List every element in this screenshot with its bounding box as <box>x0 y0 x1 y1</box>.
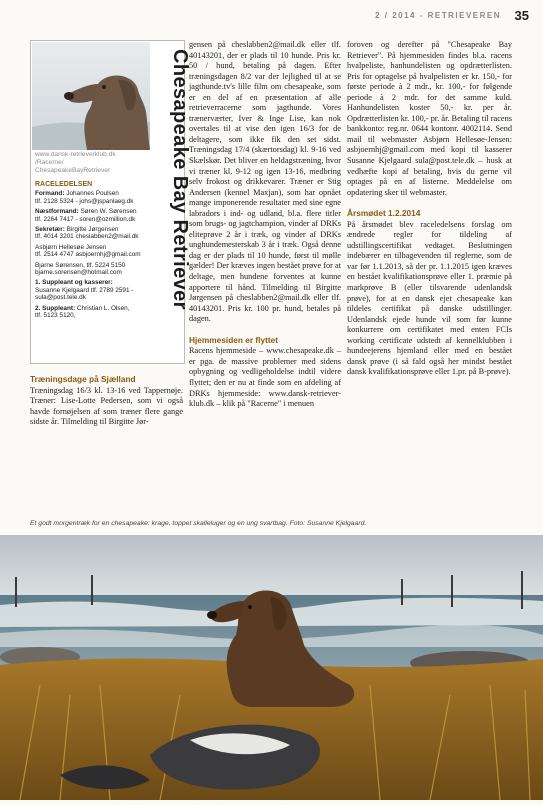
breed-info-box <box>30 40 191 364</box>
board-member <box>35 279 153 301</box>
member-role: 1. Suppleant og kasserer: <box>35 279 113 287</box>
member-name: Søren W. Sørensen <box>78 208 137 216</box>
member-contact: tlf. 2264 7417 - soren@ozmillion.dk <box>35 215 136 223</box>
photo-caption: Et godt morgentræk for en chesapeake: krage, toppet skalleluger og en ung svartbag. Foto: Susanne Kjelgaard. <box>30 520 367 527</box>
board-member <box>35 244 153 259</box>
board-section-title: RACELEDELSEN <box>35 181 93 188</box>
member-name: Asbjørn Hellesøe Jensen <box>35 243 107 251</box>
member-contact: tlf. 4014 3201 cheslabben2@mail.dk <box>35 233 139 241</box>
url-line: www.dansk-retrieverklub.dk <box>35 151 116 158</box>
member-name: Johannes Poulsen <box>64 190 119 198</box>
vertical-title-text: Chesapeake Bay Retriever <box>169 49 191 310</box>
section-heading: Hjemmesiden er flyttet <box>189 334 278 345</box>
breed-web-address <box>35 151 153 175</box>
issue-label: 2 / 2014 - RETRIEVEREN <box>375 11 501 20</box>
body-text: gensen på cheslabben2@mail.dk eller tlf. 40143201, der er plads til 10 hunde. Pris kr. 50 / hund, betaling på dagen. Efter træningsdagen 8/2 var der lejlighed til at se jagthunde.tv's lille film om chesapeake, som er en del af en præsentation af alle retrieverracerne som jagthunde. Vores trænerværter, Iver & Inge Lise, kan nok overtales til at vise den igen 16/3 for de deltagere, som ikke fik den set sidst. Træningsdag 17/4 (skærtorsdag) kl. 9-16 ved Skælskør. Det bliver en heldagstræning, hvor vi træner kl. 9-12 og igen 13-16, medbring selv frokost og drikkevarer. Træner er Stig Andersen (kennel Maxjan), som har opnået mange imponerende resultater med sine egne labradors i ind- og udland, bl.a. flere titler som brugs- og jagtchampion, vinder af DRKs eliteprøve 2 år i træk, og vinder af DRKs unghundemesterskab 3 år i træk. Også denne dag er der plads til 10 hunde, først til mølle gælder! Der kræves ingen bestået prøve for at deltage, men hundene forventes at kunne apportere til hånd. Tilmelding til Birgitte Jørgensen på cheslabben2@mail.dk eller tlf. 40143201. Pris kr. 100 pr. hund, betales på dagen. <box>189 40 341 324</box>
article-column-3 <box>347 40 512 378</box>
url-line: /Racerne/ <box>35 159 64 166</box>
body-text: Racens hjemmeside – www.chesapeake.dk – er pga. de massive problemer med sidens opbygning og vedligeholdelse indtil videre flyttet; den er nu at finde som en afdeling af DRKs hjemmeside: www.dansk-retriever-klub.dk – klik på "Racerne" i menuen <box>189 346 341 409</box>
board-member <box>35 190 153 205</box>
member-name: Christian L. Olsen, <box>75 304 130 312</box>
board-member <box>35 305 153 320</box>
url-line: ChesapeakeBayRetriever <box>35 167 111 174</box>
page-header <box>0 8 543 28</box>
member-role: Sekretær: <box>35 226 65 234</box>
body-text: På årsmødet blev raceledelsens forslag om ændrede regler for tildeling af udstillingscertifikat vedtaget. Beslutningen indebærer en tilbagevenden til reglerne, som de var før 1.1.2013, så der pr. 1.1.2015 igen kræves en bestået kvalifikationsprøve eller 1. præmie på markprøve B (eller tilsvarende udenlandsk prøve), for at en dansk ejet chesapeake kan tildeles certifikat på danske udstillinger. Udenlandsk ejede hunde vil som før kunne konkurrere om certifikatet med enten FCIs working certificate udstedt af kennelklubben i hundeejerens hjemland eller med en bestået dansk prøve (i så fald også her mindst bestået dansk kvalifikationsprøve eller 1.pr. på B-prøve). <box>347 219 512 377</box>
member-role: Næstformand: <box>35 208 79 216</box>
board-member <box>35 208 153 223</box>
member-role: 2. Suppleant: <box>35 304 76 312</box>
article-column-2 <box>189 40 341 410</box>
hunting-dog-photo <box>0 535 543 800</box>
member-contact: Susanne Kjelgaard tlf. 2789 2591 - sula@post.tele.dk <box>35 286 134 302</box>
board-member <box>35 226 153 241</box>
section-heading: Træningsdage på Sjælland <box>30 374 136 384</box>
dog-portrait-photo <box>32 42 150 150</box>
member-contact: tlf. 2514 4747 asbjoernhj@gmail.com <box>35 251 141 259</box>
section-heading: Årsmødet 1.2.2014 <box>347 208 421 219</box>
vertical-breed-title <box>153 43 191 361</box>
article-column-1 <box>30 374 183 428</box>
member-contact: tlf. 2128 5324 - johs@jspanlaeg.dk <box>35 197 134 205</box>
member-contact: bjarne.sorensen@hotmail.com <box>35 269 122 277</box>
member-name: Bjarne Sørensen, tlf. 5224 5150 <box>35 261 126 269</box>
member-role: Formand: <box>35 190 65 198</box>
member-contact: tlf. 5123 5120, <box>35 312 76 320</box>
board-member <box>35 262 153 277</box>
board-list <box>35 181 153 323</box>
body-text: Træningsdag 16/3 kl. 13-16 ved Tappernøje. Træner: Lise-Lotte Pedersen, som vi også havde fornøjelsen af som træner flere gange sidste år. Tilmelding til Birgitte Jør- <box>30 385 183 427</box>
body-text: foroven og derefter på "Chesapeake Bay Retriever". På hjemmesiden findes bl.a. racens hvalpeliste, hanhundelisten og opdrætterlisten. Pris for optagelse på hvalpelisten er kr. 150,- for første periode à 2 mdr., kr. 100,- for følgende periode à 2 mdr. for det samme kuld. Hanhundelisten koster 50,- kr. per år. Opdrætterlisten kr. 100,- pr. år. Betaling til racens bankkonto: reg.nr. 0644 kontonr. 4002114. Send mail til webmaster Asbjørn Hellesøe-Jensen: asbjoernhj@gmail.com med kopi til kasserer Susanne Kjelgaard sula@post.tele.dk – husk at vedhæfte kopi af betaling, hvis du gerne vil optages på en af listerne. Meddelelse om opdatering sker til webmaster. <box>347 40 512 197</box>
page-number: 35 <box>514 8 529 23</box>
member-name: Birgitte Jørgensen <box>64 226 119 234</box>
